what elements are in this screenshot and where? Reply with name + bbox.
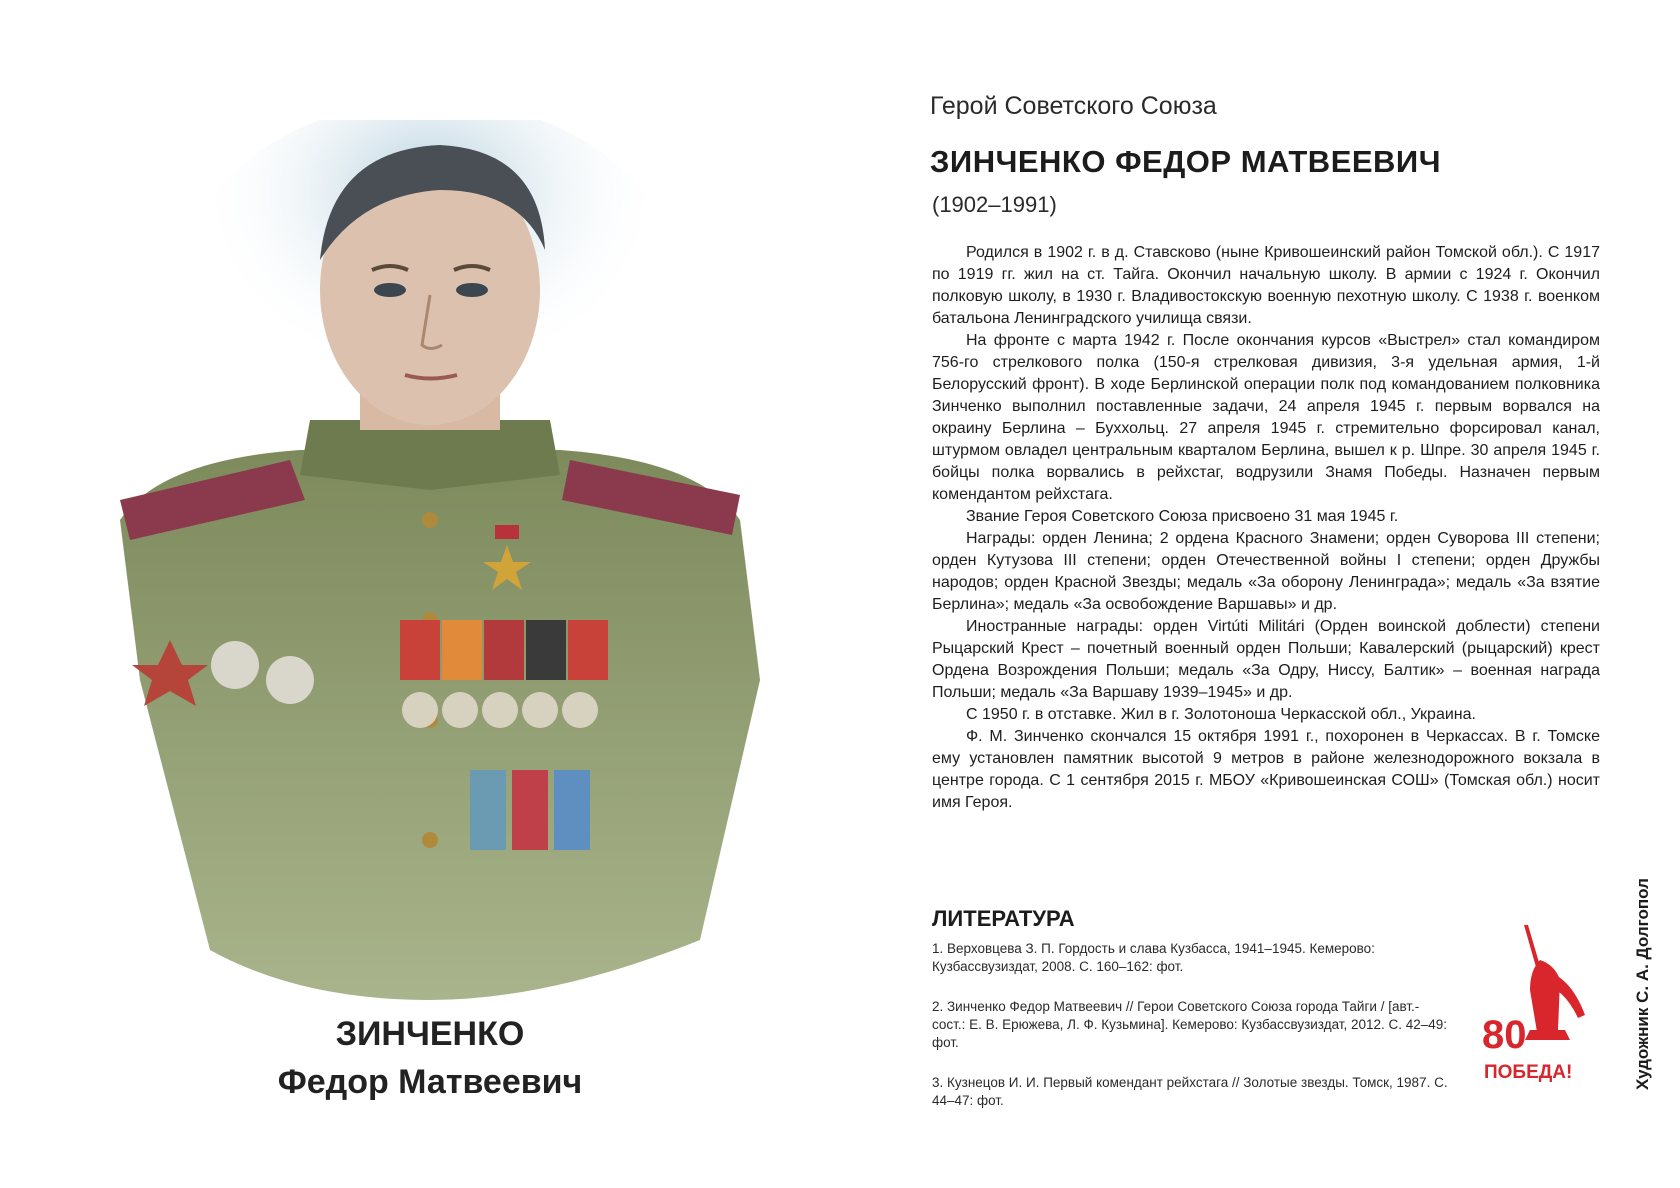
life-years: (1902–1991)	[932, 192, 1057, 217]
portrait-illustration	[100, 120, 760, 1020]
portrait-caption-surname: ЗИНЧЕНКО	[335, 1015, 525, 1053]
biography	[932, 242, 1600, 814]
literature-title: ЛИТЕРАТУРА	[932, 906, 1075, 931]
logo-text: ПОБЕДА!	[1484, 1062, 1573, 1083]
portrait-caption-given-name: Федор Матвеевич	[277, 1063, 583, 1101]
literature-item: 3. Кузнецов И. И. Первый комендант рейхстага // Золотые звезды. Томск, 1987. С. 44–47: фот.	[932, 1075, 1448, 1108]
literature-item: 1. Верховцева З. П. Гордость и слава Кузбасса, 1941–1945. Кемерово: Кузбассвузиздат, 2008. С. 160–162: фот.	[932, 941, 1375, 974]
bio-paragraph: С 1950 г. в отставке. Жил в г. Золотоноша Черкасской обл., Украина.	[966, 706, 1476, 723]
bio-paragraph: На фронте с марта 1942 г. После окончания курсов «Выстрел» стал командиром 756-го стрелкового полка (150-я стрелковая дивизия, 3-я удельная армия, 1-й Белорусский фронт). В ходе Берлинской операции полк под командованием полковника Зинченко выполнил поставленные задачи, 24 апреля 1945 г. первым ворвался на окраину Берлина – Буххольц. 27 апреля 1945 г. стремительно форсировал канал, штурмом овладел центральным кварталом Берлина, вышел к р. Шпре. 30 апреля 1945 г. бойцы полка ворвались в рейхстаг, водрузили Знамя Победы. Назначен первым комендантом рейхстага.	[932, 332, 1600, 503]
bio-paragraph: Награды: орден Ленина; 2 ордена Красного Знамени; орден Суворова III степени; орден Кутузова III степени; орден Отечественной войны I степени; орден Дружбы народов; орден Красной Звезды; медаль «За оборону Ленинграда»; медаль «За взятие Берлина»; медаль «За освобождение Варшавы» и др.	[932, 530, 1600, 613]
bio-paragraph: Ф. М. Зинченко скончался 15 октября 1991 г., похоронен в Черкассах. В г. Томске ему установлен памятник высотой 9 метров в районе железнодорожного вокзала в центре города. С 1 сентября 2015 г. МБОУ «Кривошеинская СОШ» (Томская обл.) носит имя Героя.	[932, 728, 1600, 811]
bio-paragraph: Иностранные награды: орден Virtúti Militári (Орден воинской доблести) степени Рыцарский Крест – почетный военный орден Польши; Кавалерский (рыцарский) крест Ордена Возрождения Польши; медаль «За Одру, Ниссу, Балтик» – военная награда Польши; медаль «За Варшаву 1939–1945» и др.	[932, 618, 1600, 701]
artist-credit: Художник С. А. Долгопол	[1633, 878, 1652, 1090]
hero-name: ЗИНЧЕНКО ФЕДОР МАТВЕЕВИЧ	[930, 144, 1441, 179]
bio-paragraph: Родился в 1902 г. в д. Ставсково (ныне Кривошеинский район Томской обл.). С 1917 по 1919 гг. жил на ст. Тайга. Окончил начальную школу. В армии с 1924 г. Окончил полковую школу, в 1930 г. Владивостокскую военную пехотную школу. С 1938 г. военком батальона Ленинградского училища связи.	[932, 244, 1600, 327]
victory-80-logo	[1480, 920, 1590, 1100]
page-subtitle: Герой Советского Союза	[930, 92, 1217, 120]
motherland-statue-icon	[1524, 925, 1585, 1040]
bio-paragraph: Звание Героя Советского Союза присвоено 31 мая 1945 г.	[966, 508, 1399, 525]
literature-item: 2. Зинченко Федор Матвеевич // Герои Советского Союза города Тайги / [авт.-сост.: Е. В. Ерюжева, Л. Ф. Кузьмина]. Кемерово: Кузбассвузиздат, 2012. С. 42–49: фот.	[932, 999, 1448, 1050]
literature-list	[932, 940, 1452, 1132]
logo-number: 80	[1482, 1013, 1527, 1057]
